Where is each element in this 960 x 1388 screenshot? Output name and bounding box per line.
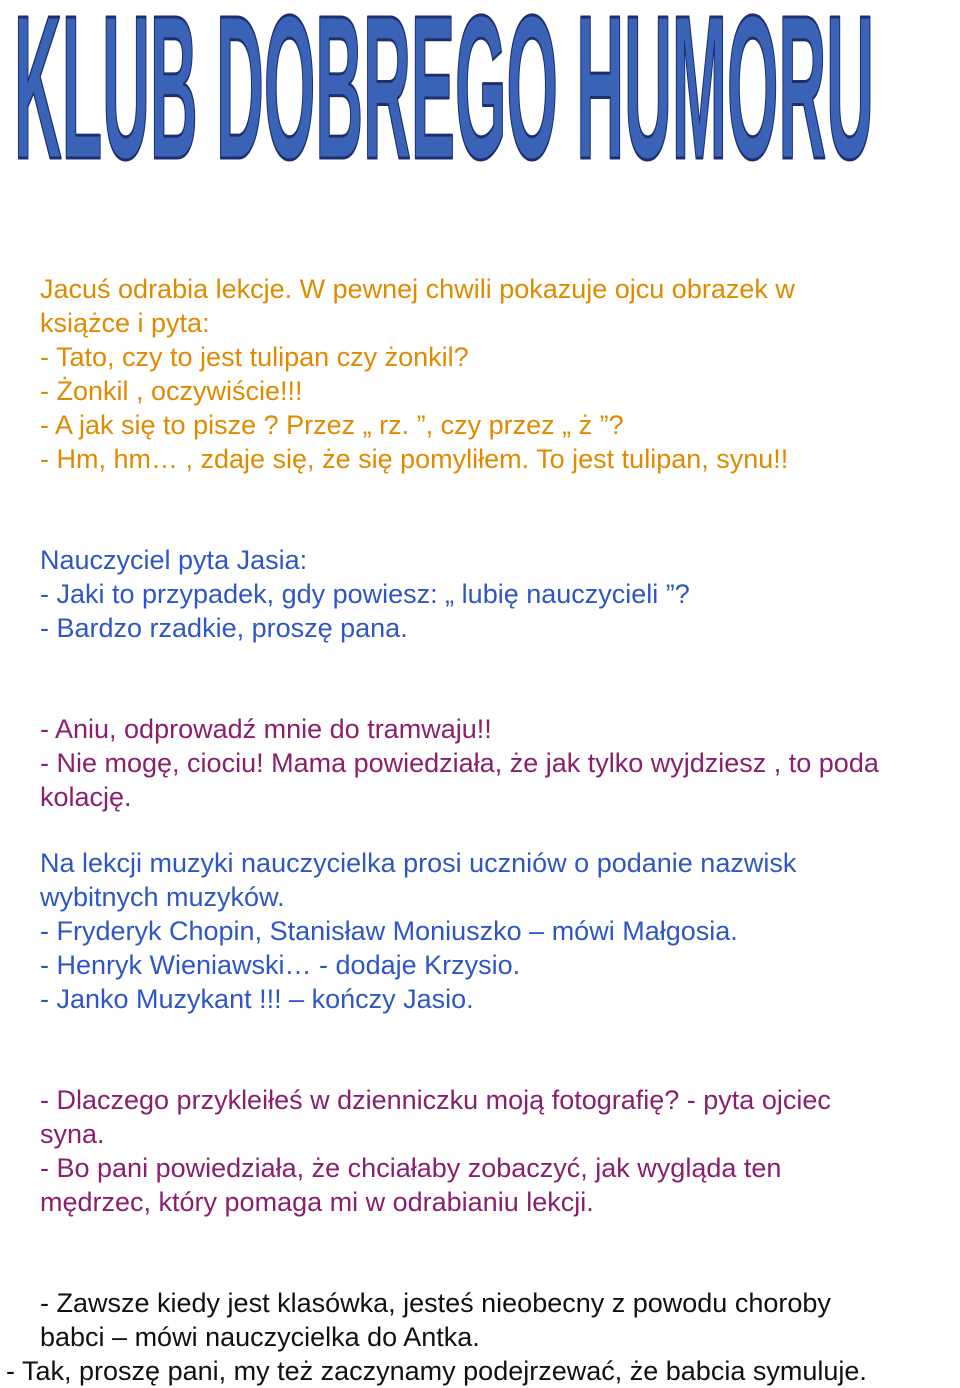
joke-tram (40, 712, 955, 814)
joke-line: - Janko Muzykant !!! – kończy Jasio. (40, 984, 474, 1014)
joke-line: - Aniu, odprowadź mnie do tramwaju!! (40, 714, 492, 744)
joke-line: - Fryderyk Chopin, Stanisław Moniuszko – mówi Małgosia. (40, 916, 738, 946)
joke-line: - Zawsze kiedy jest klasówka, jesteś nieobecny z powodu choroby (40, 1288, 831, 1318)
joke-line: - Żonkil , oczywiście!!! (40, 376, 303, 406)
joke-line: - Dlaczego przykleiłeś w dzienniczku moją fotografię? - pyta ojciec (40, 1085, 831, 1115)
joke-line: - Jaki to przypadek, gdy powiesz: „ lubię nauczycieli ”? (40, 579, 690, 609)
joke-line: - Nie mogę, ciociu! Mama powiedziała, że jak tylko wyjdziesz , to poda (40, 748, 879, 778)
joke-tulip (40, 272, 955, 476)
joke-line: - A jak się to pisze ? Przez „ rz. ”, czy przez „ ż ”? (40, 410, 624, 440)
joke-line: Na lekcji muzyki nauczycielka prosi uczniów o podanie nazwisk (40, 848, 797, 878)
joke-line: - Bo pani powiedziała, że chciałaby zobaczyć, jak wygląda ten (40, 1153, 782, 1183)
joke-line: babci – mówi nauczycielka do Antka. (40, 1322, 480, 1352)
title-text: KLUB DOBREGO HUMORU (14, 0, 874, 185)
joke-line: - Tato, czy to jest tulipan czy żonkil? (40, 342, 469, 372)
joke-photo (40, 1083, 955, 1219)
joke-teacher-case (40, 543, 955, 645)
joke-line: mędrzec, który pomaga mi w odrabianiu lekcji. (40, 1187, 594, 1217)
joke-line: Nauczyciel pyta Jasia: (40, 545, 308, 575)
joke-line: - Bardzo rzadkie, proszę pana. (40, 613, 408, 643)
joke-line: książce i pyta: (40, 308, 210, 338)
joke-line: syna. (40, 1119, 105, 1149)
joke-line: Jacuś odrabia lekcje. W pewnej chwili pokazuje ojcu obrazek w (40, 274, 795, 304)
title-wordart (0, 0, 960, 185)
joke-grandma (6, 1286, 955, 1388)
joke-line: - Tak, proszę pani, my też zaczynamy podejrzewać, że babcia symuluje. (6, 1356, 867, 1386)
page-title (0, 0, 960, 185)
joke-line: kolację. (40, 782, 132, 812)
joke-line: - Hm, hm… , zdaje się, że się pomyliłem. To jest tulipan, synu!! (40, 444, 789, 474)
joke-music-lesson (40, 846, 955, 1016)
joke-line: wybitnych muzyków. (40, 882, 285, 912)
joke-line: - Henryk Wieniawski… - dodaje Krzysio. (40, 950, 521, 980)
